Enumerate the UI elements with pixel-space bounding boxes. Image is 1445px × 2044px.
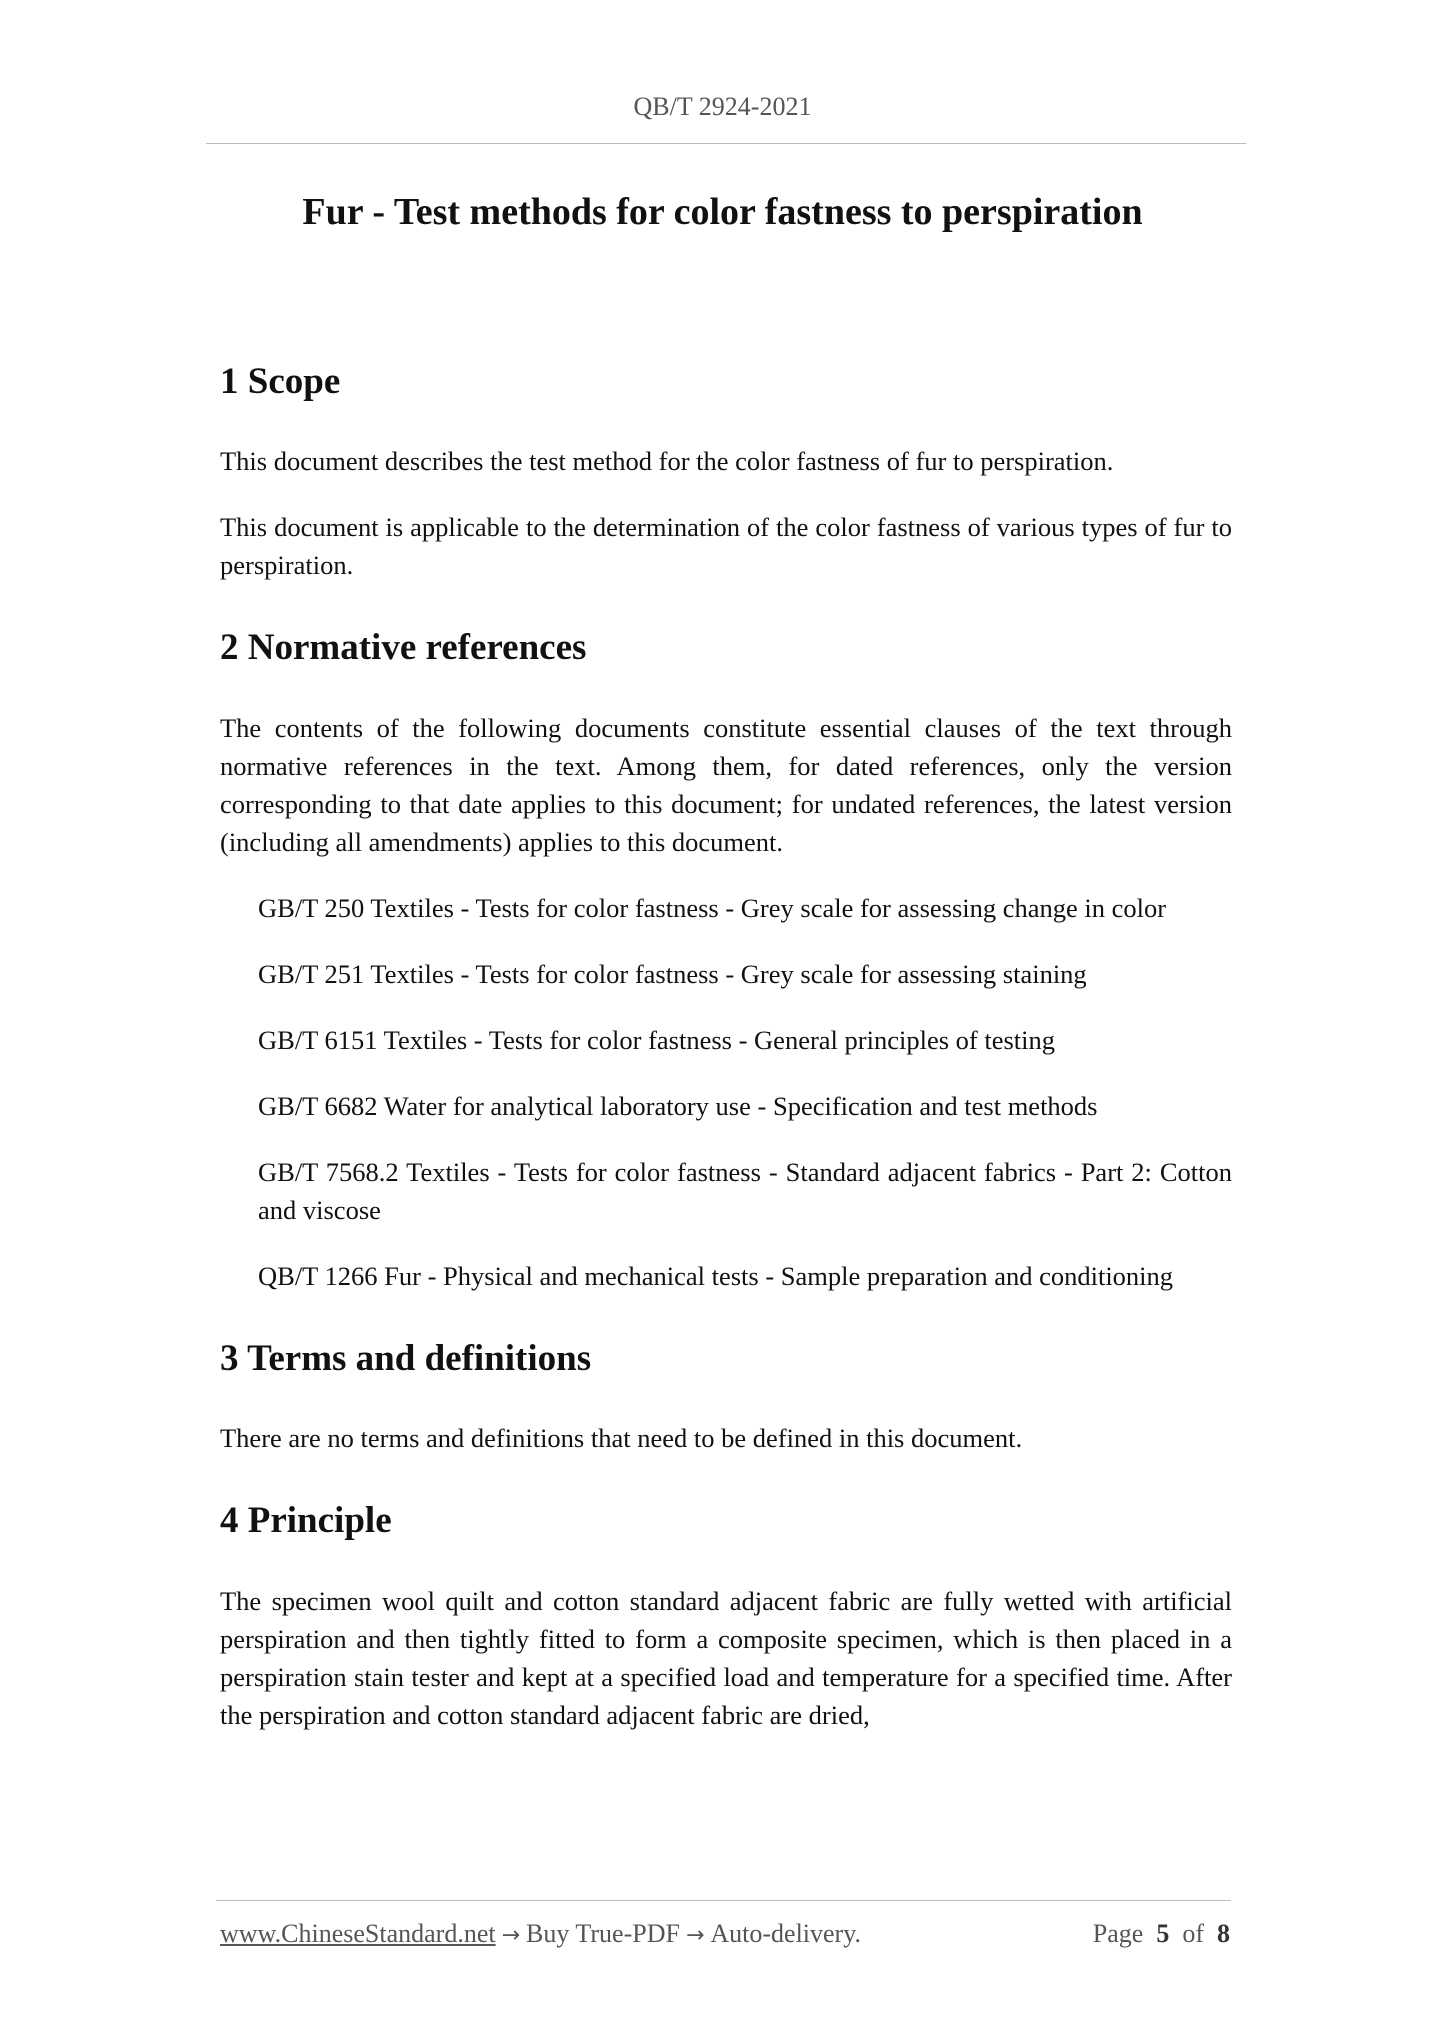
terms-paragraph: There are no terms and definitions that need to be defined in this document.: [220, 1423, 1023, 1454]
reference-item-gbt251: GB/T 251 Textiles - Tests for color fastness - Grey scale for assessing staining: [258, 958, 1087, 989]
page-number: [1093, 1919, 1230, 1949]
footer-promo: [220, 1919, 861, 1949]
footer-divider: [216, 1900, 1231, 1901]
document-body: [220, 360, 1232, 1762]
reference-item-qbt1266: QB/T 1266 Fur - Physical and mechanical tests - Sample preparation and conditioning: [258, 1260, 1174, 1291]
chinesestandard-link[interactable]: www.ChineseStandard.net: [220, 1919, 496, 1948]
page-of-label: of: [1182, 1919, 1204, 1948]
section-heading-terms-definitions: 3 Terms and definitions: [220, 1337, 592, 1379]
arrow-right-icon: →: [501, 1923, 521, 1948]
normative-intro-paragraph: The contents of the following documents constitute essential clauses of the text through normative references in the text. Among them, for dated references, only the version corresponding to that date applies to this document; for undated references, the latest version (including all amendments) applies to this document.: [220, 712, 1232, 857]
document-title: Fur - Test methods for color fastness to perspiration: [302, 191, 1143, 233]
header-standard-code: QB/T 2924-2021: [633, 92, 812, 121]
principle-paragraph: The specimen wool quilt and cotton standard adjacent fabric are fully wetted with artificial perspiration and then tightly fitted to form a composite specimen, which is then placed in a perspiration stain tester and kept at a specified load and temperature for a specified time. After the perspiration and cotton standard adjacent fabric are dried,: [220, 1585, 1232, 1730]
normative-reference-list: [258, 889, 1232, 1295]
page-label: Page: [1092, 1919, 1144, 1948]
reference-item-gbt6151: GB/T 6151 Textiles - Tests for color fastness - General principles of testing: [258, 1024, 1056, 1055]
section-heading-principle: 4 Principle: [220, 1500, 392, 1542]
scope-paragraph-2: This document is applicable to the determination of the color fastness of various types of fur to perspiration.: [220, 512, 1232, 581]
auto-delivery-text: Auto-delivery.: [710, 1919, 862, 1948]
section-heading-normative-references: 2 Normative references: [220, 627, 587, 669]
page-current: 5: [1156, 1919, 1170, 1948]
header-divider: [206, 143, 1246, 144]
reference-item-gbt6682: GB/T 6682 Water for analytical laboratory use - Specification and test methods: [258, 1090, 1098, 1121]
reference-item-gbt7568-2: GB/T 7568.2 Textiles - Tests for color fastness - Standard adjacent fabrics - Part 2: Cotton and viscose: [258, 1156, 1232, 1225]
section-heading-scope: 1 Scope: [220, 361, 341, 402]
reference-item-gbt250: GB/T 250 Textiles - Tests for color fastness - Grey scale for assessing change in color: [258, 892, 1167, 923]
scope-paragraph-1: This document describes the test method for the color fastness of fur to perspiration.: [220, 446, 1114, 477]
buy-true-pdf-text: Buy True-PDF: [526, 1919, 680, 1948]
arrow-right-icon: →: [685, 1923, 705, 1948]
page-total: 8: [1217, 1919, 1230, 1948]
